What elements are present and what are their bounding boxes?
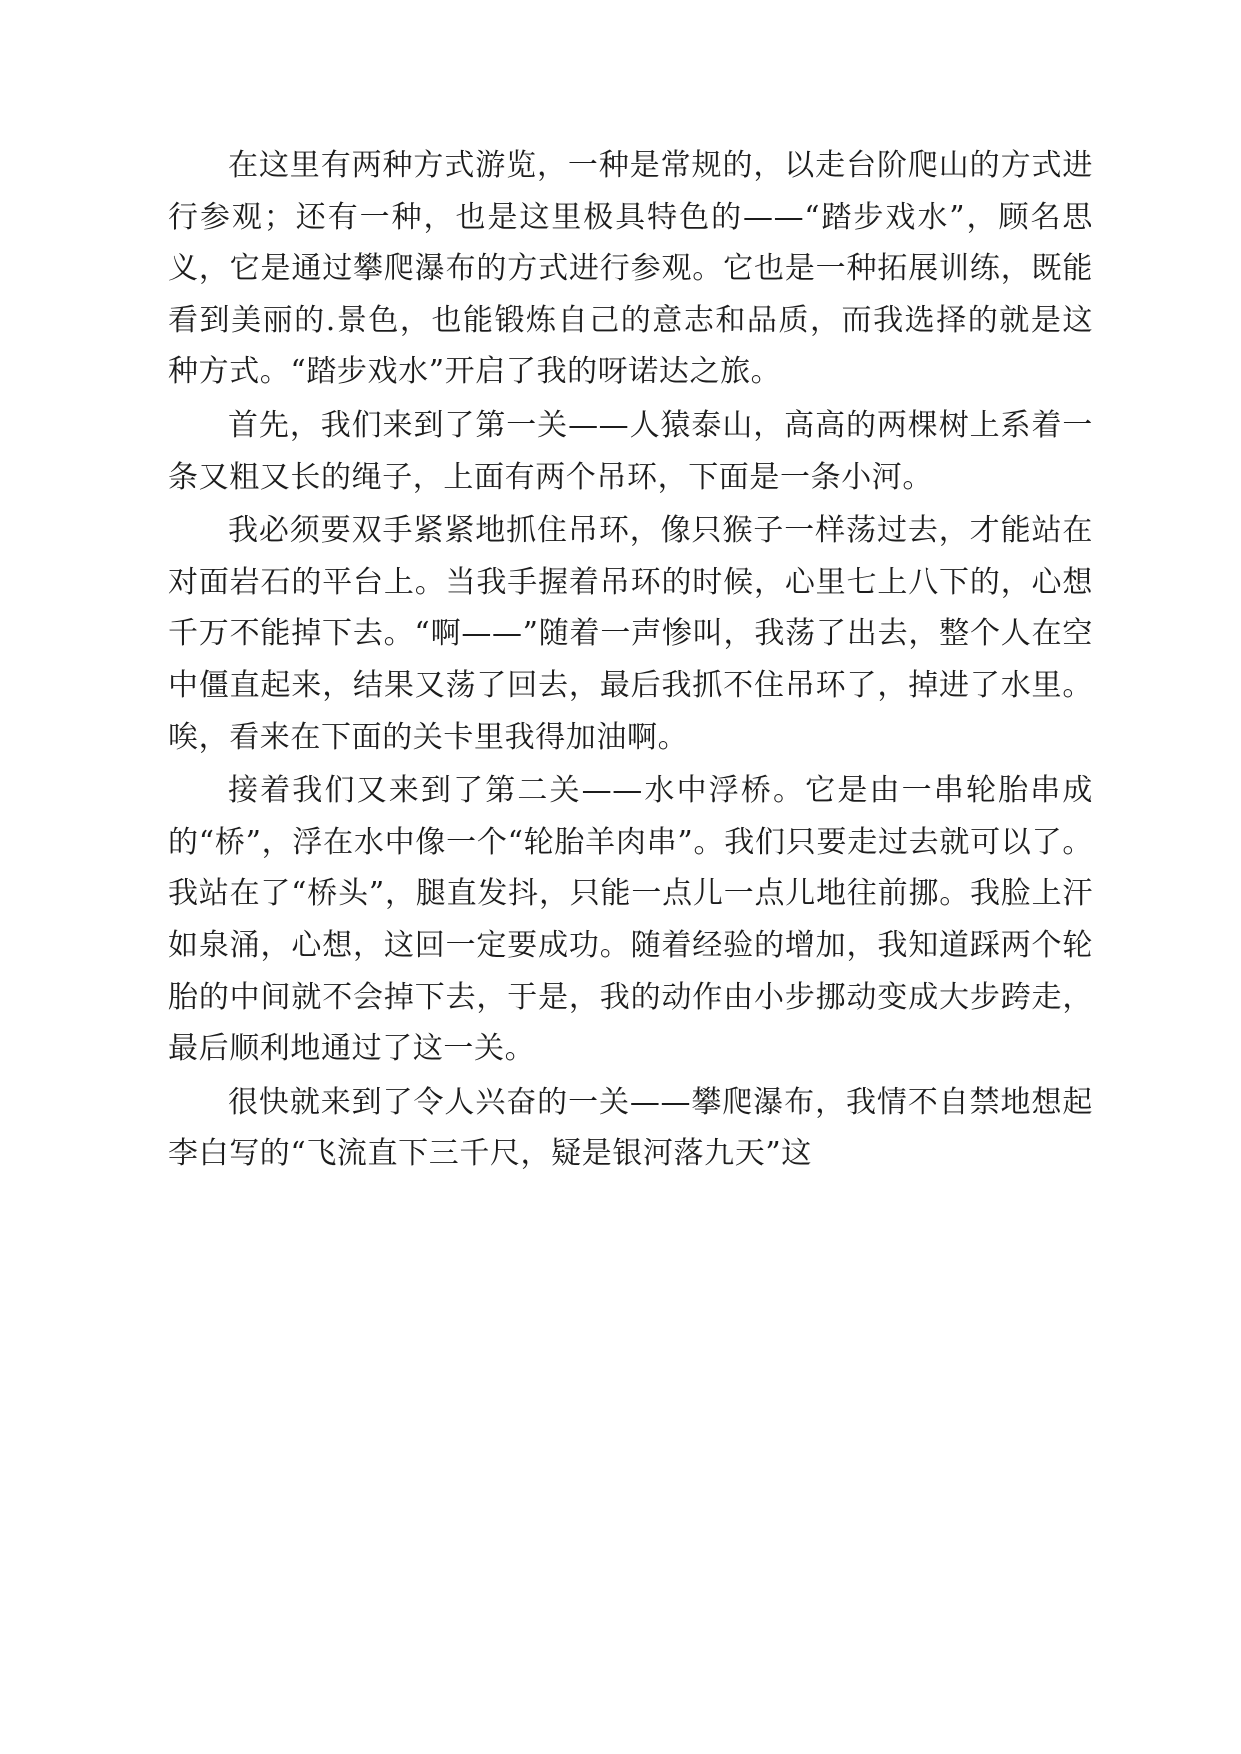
paragraph: 接着我们又来到了第二关——水中浮桥。它是由一串轮胎串成的“桥”，浮在水中像一个“轮胎羊肉串”。我们只要走过去就可以了。我站在了“桥头”，腿直发抖，只能一点儿一点儿地往前挪。我脸上汗如泉涌，心想，这回一定要成功。随着经验的增加，我知道踩两个轮胎的中间就不会掉下去，于是，我的动作由小步挪动变成大步跨走，最后顺利地通过了这一关。 xyxy=(168,773,1093,1067)
paragraph: 在这里有两种方式游览，一种是常规的，以走台阶爬山的方式进行参观；还有一种，也是这里极具特色的——“踏步戏水”，顾名思义，它是通过攀爬瀑布的方式进行参观。它也是一种拓展训练，既能看到美丽的.景色，也能锻炼自己的意志和品质，而我选择的就是这种方式。“踏步戏水”开启了我的呀诺达之旅。 xyxy=(168,148,1093,390)
paragraph: 首先，我们来到了第一关——人猿泰山，高高的两棵树上系着一条又粗又长的绳子，上面有两个吊环，下面是一条小河。 xyxy=(168,407,1093,495)
paragraph: 我必须要双手紧紧地抓住吊环，像只猴子一样荡过去，才能站在对面岩石的平台上。当我手握着吊环的时候，心里七上八下的，心想千万不能掉下去。“啊——”随着一声惨叫，我荡了出去，整个人在空中僵直起来，结果又荡了回去，最后我抓不住吊环了，掉进了水里。唉，看来在下面的关卡里我得加油啊。 xyxy=(168,513,1093,755)
document-body xyxy=(168,140,1093,1180)
paragraph: 很快就来到了令人兴奋的一关——攀爬瀑布，我情不自禁地想起李白写的“飞流直下三千尺，疑是银河落九天”这 xyxy=(168,1084,1093,1172)
